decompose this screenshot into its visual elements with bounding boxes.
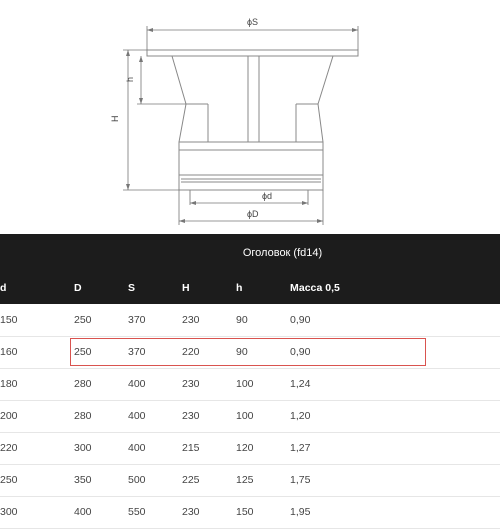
cell-H: 220	[182, 336, 236, 368]
inner-pipe	[208, 104, 296, 142]
cell-S: 400	[128, 400, 182, 432]
cell-h: 125	[236, 464, 290, 496]
cell-d: 300	[0, 496, 74, 528]
spindle	[248, 56, 259, 142]
cell-h: 90	[236, 336, 290, 368]
cell-d: 180	[0, 368, 74, 400]
cap-plate	[147, 50, 358, 56]
cell-D: 280	[74, 400, 128, 432]
pipe-body	[179, 104, 323, 190]
header-d: d	[0, 272, 74, 304]
cell-h: 90	[236, 304, 290, 336]
cell-mass: 1,27	[290, 432, 500, 464]
cell-S: 550	[128, 496, 182, 528]
header-mass: Масса 0,5	[290, 272, 500, 304]
label-diameter-D: ϕD	[247, 209, 259, 219]
cell-mass: 1,75	[290, 464, 500, 496]
cell-h: 120	[236, 432, 290, 464]
table-title: Оголовок (fd14)	[0, 234, 500, 272]
label-diameter-d: ϕd	[262, 191, 273, 201]
table-row	[0, 432, 500, 464]
header-H: H	[182, 272, 236, 304]
cell-D: 250	[74, 304, 128, 336]
cell-mass: 1,24	[290, 368, 500, 400]
cell-S: 500	[128, 464, 182, 496]
cell-H: 230	[182, 368, 236, 400]
cell-d: 220	[0, 432, 74, 464]
cell-D: 350	[74, 464, 128, 496]
cell-mass: 0,90	[290, 336, 500, 368]
dimensions-table	[0, 234, 500, 529]
cell-S: 400	[128, 368, 182, 400]
cell-D: 400	[74, 496, 128, 528]
cell-mass: 1,20	[290, 400, 500, 432]
cell-D: 300	[74, 432, 128, 464]
table-row	[0, 368, 500, 400]
cell-S: 370	[128, 304, 182, 336]
table-title-row	[0, 234, 500, 272]
cell-h: 100	[236, 400, 290, 432]
label-height-h-total: H	[110, 115, 120, 122]
cell-d: 150	[0, 304, 74, 336]
table-header-row	[0, 272, 500, 304]
cell-mass: 0,90	[290, 304, 500, 336]
cell-H: 225	[182, 464, 236, 496]
cell-h: 150	[236, 496, 290, 528]
cell-H: 230	[182, 304, 236, 336]
label-diameter-s: ϕS	[247, 17, 259, 27]
cell-H: 215	[182, 432, 236, 464]
cone-sides	[172, 56, 333, 104]
cell-S: 400	[128, 432, 182, 464]
cell-mass: 1,95	[290, 496, 500, 528]
cap-technical-drawing	[0, 0, 500, 234]
cell-d: 160	[0, 336, 74, 368]
header-S: S	[128, 272, 182, 304]
cell-d: 200	[0, 400, 74, 432]
cell-D: 280	[74, 368, 128, 400]
cell-D: 250	[74, 336, 128, 368]
table-row	[0, 464, 500, 496]
table-row	[0, 400, 500, 432]
table-row	[0, 304, 500, 336]
cell-H: 230	[182, 400, 236, 432]
header-h: h	[236, 272, 290, 304]
cell-H: 230	[182, 496, 236, 528]
table-row	[0, 336, 500, 368]
cap-drawing-svg	[0, 0, 500, 234]
cell-S: 370	[128, 336, 182, 368]
table-row	[0, 496, 500, 528]
header-D: D	[74, 272, 128, 304]
cell-h: 100	[236, 368, 290, 400]
label-height-h-cone: h	[125, 76, 135, 82]
cell-d: 250	[0, 464, 74, 496]
